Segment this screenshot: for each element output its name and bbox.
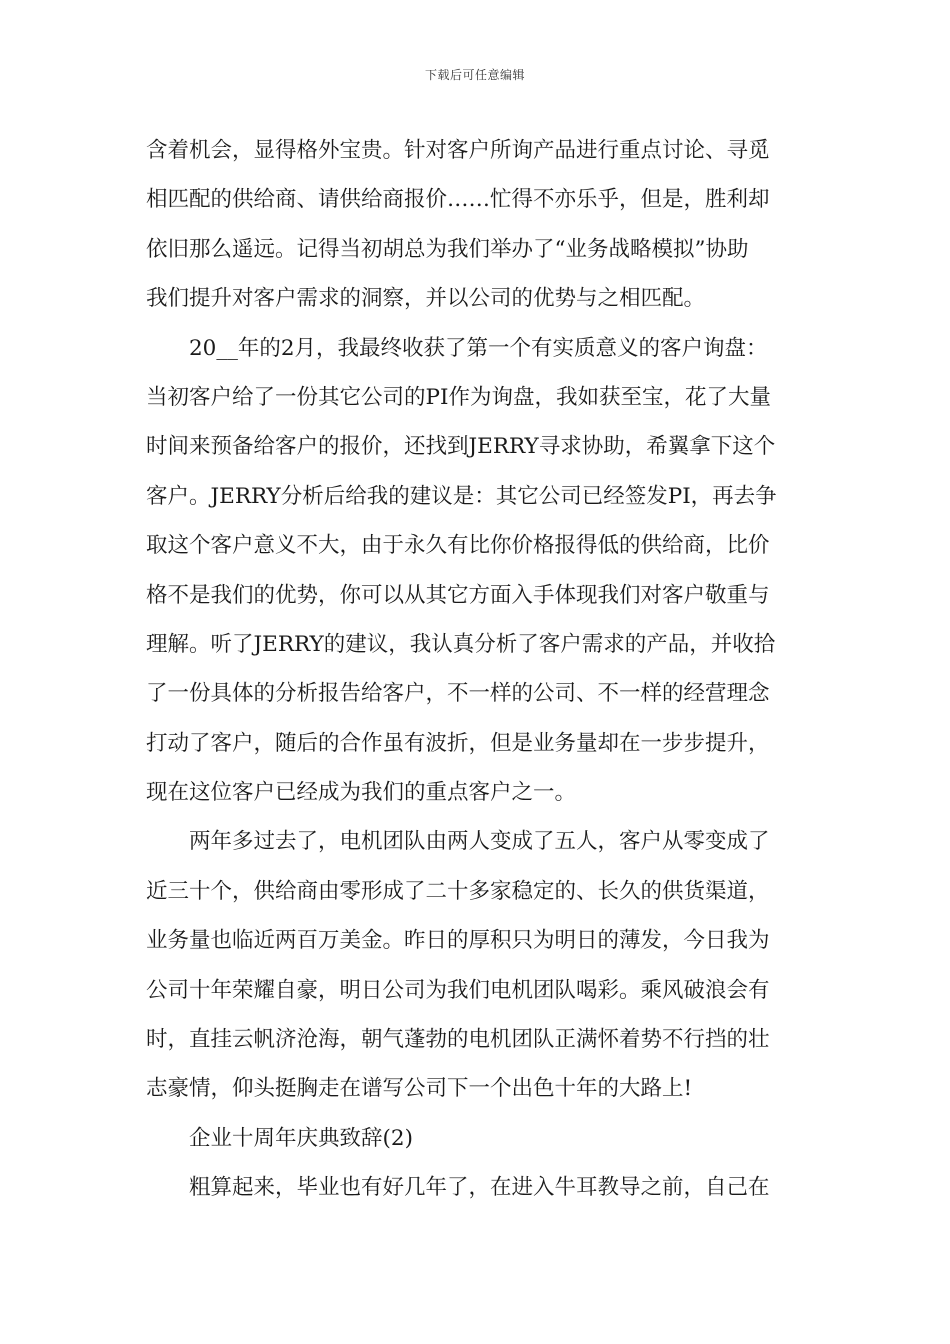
text-line: 理解。听了JERRY的建议，我认真分析了客户需求的产品，并收拾 [146, 631, 776, 657]
text-line: 时间来预备给客户的报价，还找到JERRY寻求协助，希翼拿下这个 [146, 434, 776, 460]
text-line: 客户。JERRY分析后给我的建议是：其它公司已经签发PI，再去争 [146, 483, 777, 509]
text-line: 依旧那么遥远。记得当初胡总为我们举办了“业务战略模拟”协助 [146, 236, 749, 262]
text-line: 粗算起来，毕业也有好几年了，在进入牛耳教导之前，自己在 [189, 1175, 770, 1201]
text-line: 志豪情，仰头挺胸走在谱写公司下一个出色十年的大路上! [146, 1076, 693, 1102]
text-line: 业务量也临近两百万美金。昨日的厚积只为明日的薄发，今日我为 [146, 928, 770, 954]
text-line: 当初客户给了一份其它公司的PI作为询盘，我如获至宝，花了大量 [146, 384, 771, 410]
text-line: 两年多过去了，电机团队由两人变成了五人，客户从零变成了 [189, 829, 770, 855]
text-line: 我们提升对客户需求的洞察，并以公司的优势与之相匹配。 [146, 286, 706, 312]
text-line: 20__年的2月，我最终收获了第一个有实质意义的客户询盘： [189, 335, 768, 361]
text-line: 格不是我们的优势，你可以从其它方面入手体现我们对客户敬重与 [146, 582, 770, 608]
text-line: 打动了客户，随后的合作虽有波折，但是业务量却在一步步提升， [146, 730, 770, 756]
text-line: 含着机会，显得格外宝贵。针对客户所询产品进行重点讨论、寻觅 [146, 138, 770, 163]
text-line: 取这个客户意义不大，由于永久有比你价格报得低的供给商，比价 [146, 533, 770, 559]
text-line: 现在这位客户已经成为我们的重点客户之一。 [146, 780, 577, 806]
text-line: 时，直挂云帆济沧海，朝气蓬勃的电机团队正满怀着势不行挡的壮 [146, 1027, 770, 1053]
text-line: 相匹配的供给商、请供给商报价……忙得不亦乐乎，但是，胜利却 [146, 187, 770, 213]
document-body [146, 126, 806, 1213]
text-line: 了一份具体的分析报告给客户，不一样的公司、不一样的经营理念 [146, 681, 770, 707]
page-header: 下载后可任意编辑 [424, 68, 525, 82]
text-line: 公司十年荣耀自豪，明日公司为我们电机团队喝彩。乘风破浪会有 [146, 977, 770, 1003]
text-line: 近三十个，供给商由零形成了二十多家稳定的、长久的供货渠道， [146, 878, 770, 904]
text-line: 企业十周年庆典致辞(2) [189, 1125, 413, 1151]
